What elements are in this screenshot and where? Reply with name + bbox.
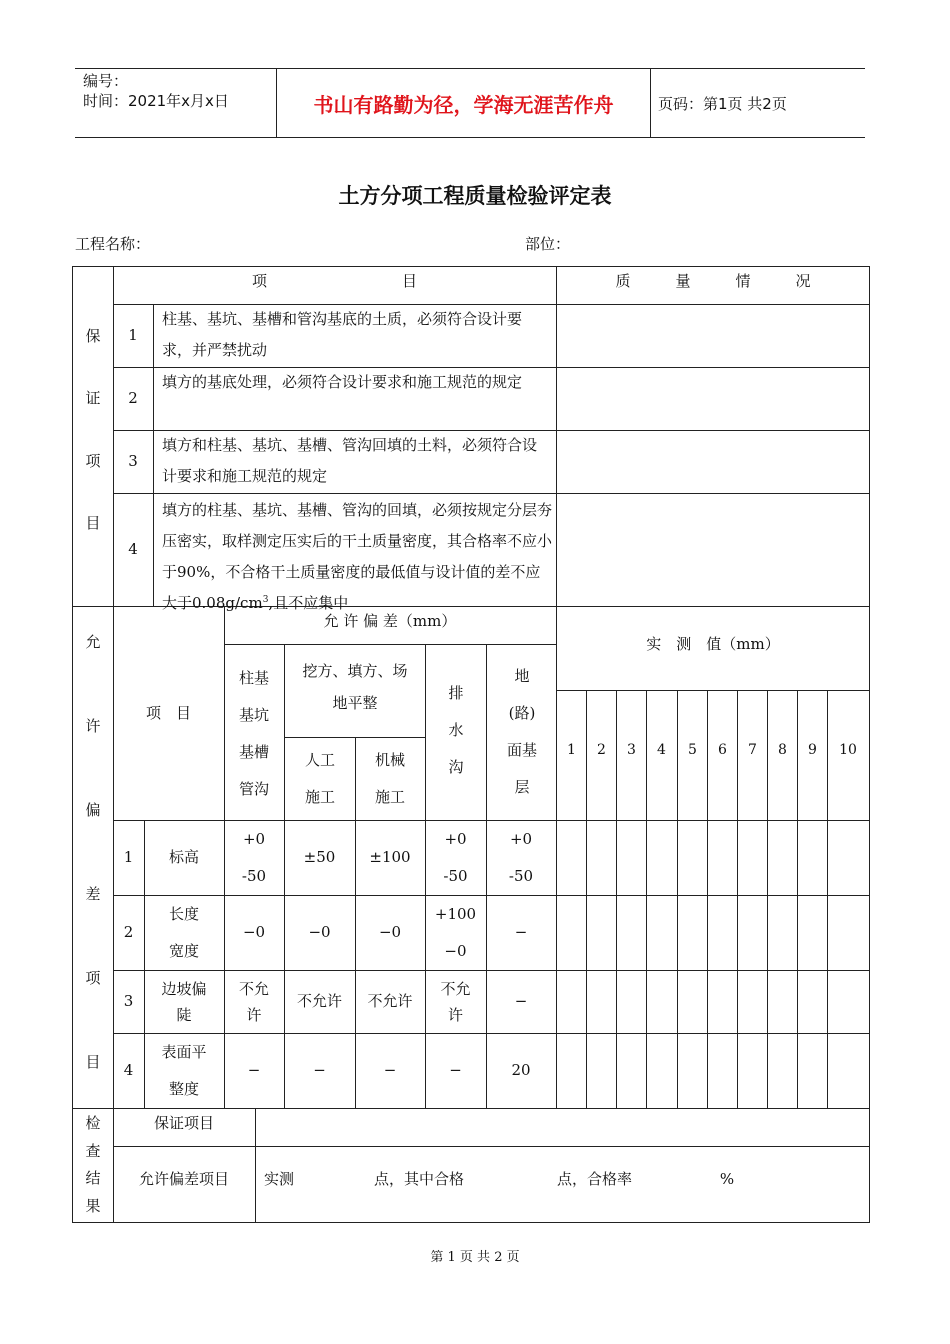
label-char: 果 [85,1196,101,1215]
text-main: 填方的柱基、基坑、基槽、管沟的回填，必须按规定分层夯压密实，取样测定压实后的干土质量密度，其合格率不应小于90%，不合格干土质量密度的最低值与设计值的差不应大于0.08g/cm [162,501,553,612]
label-char: 检 [85,1114,101,1133]
row-number: 4 [123,1061,134,1079]
col-machine: 机械施工 [374,750,405,806]
value-manual: − [313,1061,326,1079]
header-meta [83,71,229,111]
measure-col: 3 [627,741,636,758]
value-pile: +0 -50 [241,829,267,885]
row-number: 2 [128,389,138,407]
grid-line [255,1108,256,1223]
allowed-deviation-header: 允 许 偏 差（mm） [323,611,457,630]
row-name: 标高 [168,848,199,866]
measured-value-header: 实 测 值（mm） [646,634,780,653]
col-road: 地(路)面基层 [506,667,537,796]
col-pile: 柱基基坑基槽管沟 [238,669,269,798]
grid-line [556,690,870,691]
col-drain: 排水沟 [448,683,464,776]
label-char: 允 [85,633,101,651]
deviation-section-label [73,630,113,1075]
guarantee-item-text [162,495,552,619]
value-road: − [514,992,528,1010]
label-char: 项 [85,969,101,987]
guarantee-item-text: 填方和柱基、基坑、基槽、管沟回填的土料，必须符合设计要求和施工规范的规定 [162,436,538,485]
measure-col: 7 [748,741,757,758]
label-char: 结 [85,1169,101,1188]
col-header-item: 项 目 [251,271,417,290]
table-border [869,266,870,1223]
value-pile: 不允 许 [238,979,269,1024]
label-char: 差 [85,885,101,903]
measure-col: 9 [808,741,817,758]
label-char: 项 [85,451,101,470]
value-pile: −0 [242,923,266,941]
row-number: 3 [123,992,134,1010]
col-header-quality: 质 量 情 况 [615,271,811,290]
superscript: 3 [262,595,269,605]
measure-col: 4 [657,741,666,758]
check-section-label [73,1110,113,1220]
measure-col: 1 [567,741,576,758]
label-char: 偏 [85,801,101,819]
value-road: − [514,923,528,941]
value-machine: 不允许 [367,992,413,1010]
grid-line [556,266,557,607]
page-number-label: 页码：第1页 共2页 [658,94,787,113]
guarantee-section-label [73,305,113,555]
grid-line [113,493,870,494]
measure-col: 2 [597,741,606,758]
label-char: 保 [85,326,101,345]
value-machine: ±100 [369,848,411,866]
item-header: 项 目 [145,703,191,722]
guarantee-item-text: 填方的基底处理，必须符合设计要求和施工规范的规定 [162,373,523,391]
row-name: 长度 宽度 [168,904,199,960]
label-char: 证 [85,389,101,408]
header-motto: 书山有路勤为径，学海无涯苦作舟 [313,92,614,117]
row-number: 1 [128,326,138,344]
check-guarantee-label: 保证项目 [153,1113,214,1132]
value-manual: 不允许 [296,992,342,1010]
row-number: 3 [128,452,138,470]
location-label: 部位： [525,235,571,253]
table-border [72,1222,870,1223]
text-tail: ,且不应集中 [268,594,349,612]
value-road: +0 -50 [508,829,534,885]
page-title: 土方分项工程质量检验评定表 [338,184,612,208]
percent-sign: % [719,1169,735,1188]
measure-col: 8 [778,741,787,758]
value-drain: +100 −0 [434,904,477,960]
value-road: 20 [511,1061,531,1079]
label-char: 许 [85,717,101,735]
number-label: 编号： [83,72,129,90]
label-char: 查 [85,1141,101,1160]
value-drain: +0 -50 [443,829,468,885]
measure-col: 5 [688,741,697,758]
page-footer: 第 1 页 共 2 页 [430,1250,520,1265]
col-manual: 人工施工 [304,750,335,806]
value-manual: ±50 [303,848,336,866]
value-drain: − [449,1061,462,1079]
measure-col: 10 [839,741,857,758]
header-divider [650,69,651,137]
row-number: 1 [123,848,134,866]
project-name-label: 工程名称： [75,235,151,253]
rate-text: 点，合格率 [557,1169,633,1188]
points-text: 点，其中合格 [374,1169,465,1188]
row-number: 2 [123,923,134,941]
check-deviation-label: 允许偏差项目 [138,1169,229,1188]
measured-text: 实测 [264,1169,295,1188]
label-char: 目 [85,514,101,533]
document-header [75,68,865,138]
row-name: 表面平 整度 [161,1042,207,1098]
guarantee-item-text: 柱基、基坑、基槽和管沟基底的土质，必须符合设计要求，并严禁扰动 [162,310,523,359]
value-manual: −0 [308,923,331,941]
row-name: 边坡偏 陡 [161,979,207,1024]
grid-line [153,304,154,607]
measure-col: 6 [718,741,727,758]
value-pile: − [247,1061,261,1079]
col-excavation: 挖方、填方、场地平整 [302,662,408,712]
value-machine: −0 [378,923,402,941]
label-char: 目 [85,1053,101,1071]
value-machine: − [383,1061,397,1079]
time-label: 时间：2021年x月x日 [83,92,229,110]
value-drain: 不允 许 [440,979,471,1024]
row-number: 4 [128,540,138,558]
